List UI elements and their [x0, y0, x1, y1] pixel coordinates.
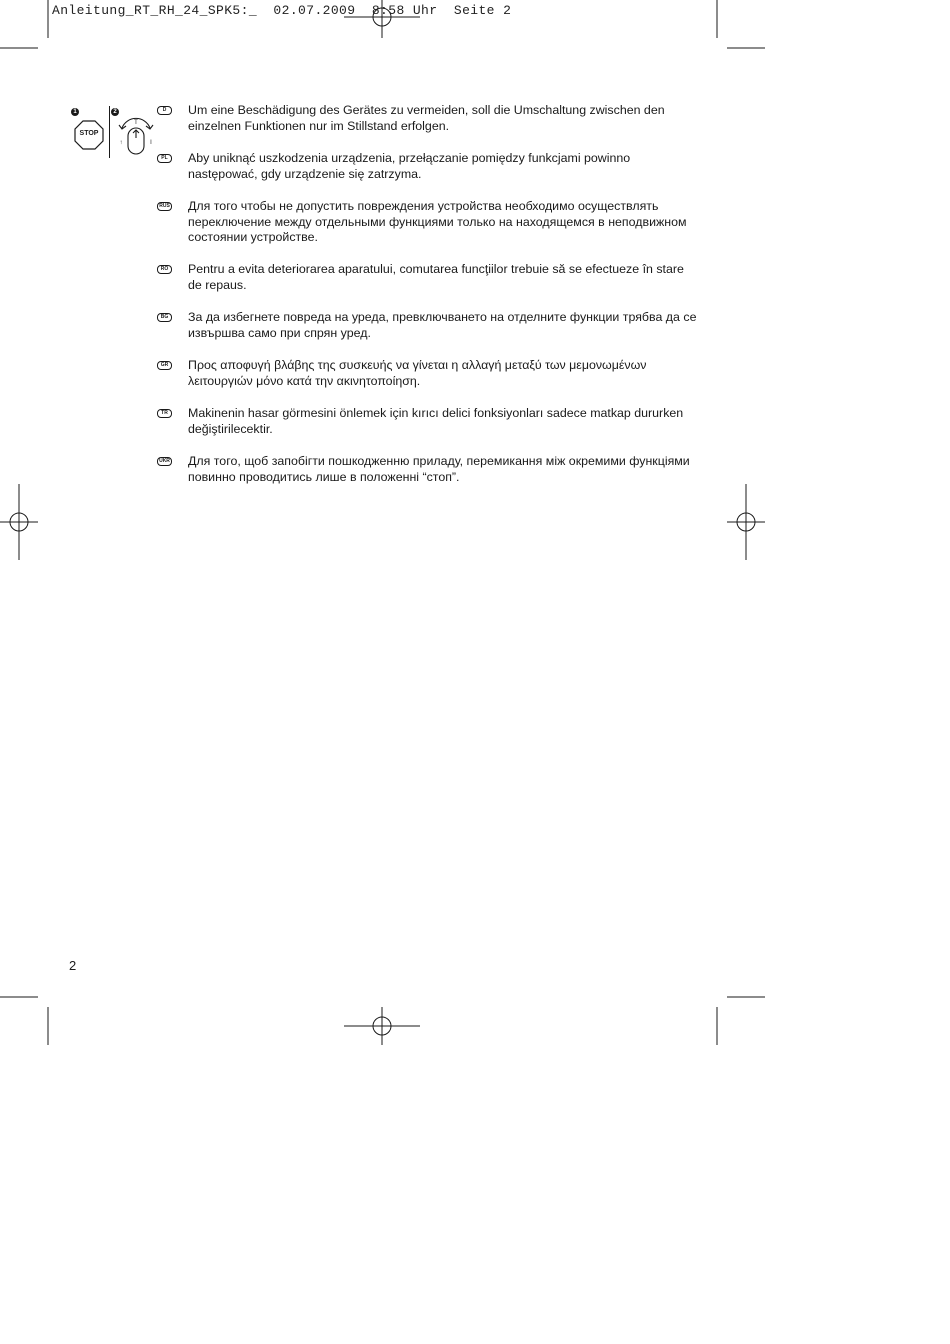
entry-text-pl: Aby uniknąć uszkodzenia urządzenia, przełączanie pomiędzy funkcjami powinno następować, gdy urządzenie się zatrzyma. [188, 151, 631, 181]
entry-ro [155, 262, 695, 310]
svg-text:T: T [134, 120, 138, 126]
entry-tr [155, 406, 695, 454]
figure-divider [109, 106, 110, 158]
page-number: 2 [69, 958, 77, 973]
language-badge-ro: RO [157, 265, 172, 274]
figure-number-2: 2 [111, 108, 119, 116]
instruction-list [155, 103, 695, 502]
entry-rus [155, 199, 695, 262]
entry-pl [155, 151, 695, 199]
entry-text-ro: Pentru a evita deteriorarea aparatului, comutarea funcţiilor trebuie să se efectueze în stare de repaus. [188, 262, 684, 292]
language-badge-gr: GR [157, 361, 172, 370]
stop-label: STOP [79, 130, 99, 137]
entry-text-de: Um eine Beschädigung des Gerätes zu vermeiden, soll die Umschaltung zwischen den einzelnen Funktionen nur im Stillstand erfolgen. [188, 103, 665, 133]
entry-de [155, 103, 695, 151]
figure-number-1: 1 [71, 108, 79, 116]
language-badge-ukr: UKR [157, 457, 172, 466]
entry-ukr [155, 454, 695, 502]
stop-illustration [66, 104, 166, 164]
entry-bg [155, 310, 695, 358]
language-badge-pl: PL [157, 154, 172, 163]
svg-text:↑: ↑ [119, 140, 123, 146]
entry-text-bg: За да избегнете повреда на уреда, превключването на отделните функции трябва да се извършва само при спрян уред. [188, 310, 697, 340]
language-badge-tr: TR [157, 409, 172, 418]
rotary-switch-icon [116, 114, 156, 158]
language-badge-de: D [157, 106, 172, 115]
language-badge-rus: RUS [157, 202, 172, 211]
entry-text-ukr: Для того, щоб запобігти пошкодженню приладу, перемикання між окремими функціями повинно проводитись лише в положенні “стоп”. [188, 454, 690, 484]
svg-text:I: I [150, 140, 152, 146]
entry-gr [155, 358, 695, 406]
entry-text-rus: Для того чтобы не допустить повреждения устройства необходимо осуществлять переключение между отдельными функциями только на находящемся в неподвижном состоянии устройстве. [188, 199, 687, 244]
entry-text-tr: Makinenin hasar görmesini önlemek için kırıcı delici fonksiyonları sadece matkap dururken değiştirilecektir. [188, 406, 684, 436]
language-badge-bg: BG [157, 313, 172, 322]
entry-text-gr: Προς αποφυγή βλάβης της συσκευής να γίνεται η αλλαγή μεταξύ των μεμονωμένων λειτουργιών μόνο κατά την ακινητοποίηση. [188, 358, 647, 388]
print-header: Anleitung_RT_RH_24_SPK5:_ 02.07.2009 8:58 Uhr Seite 2 [52, 3, 512, 18]
